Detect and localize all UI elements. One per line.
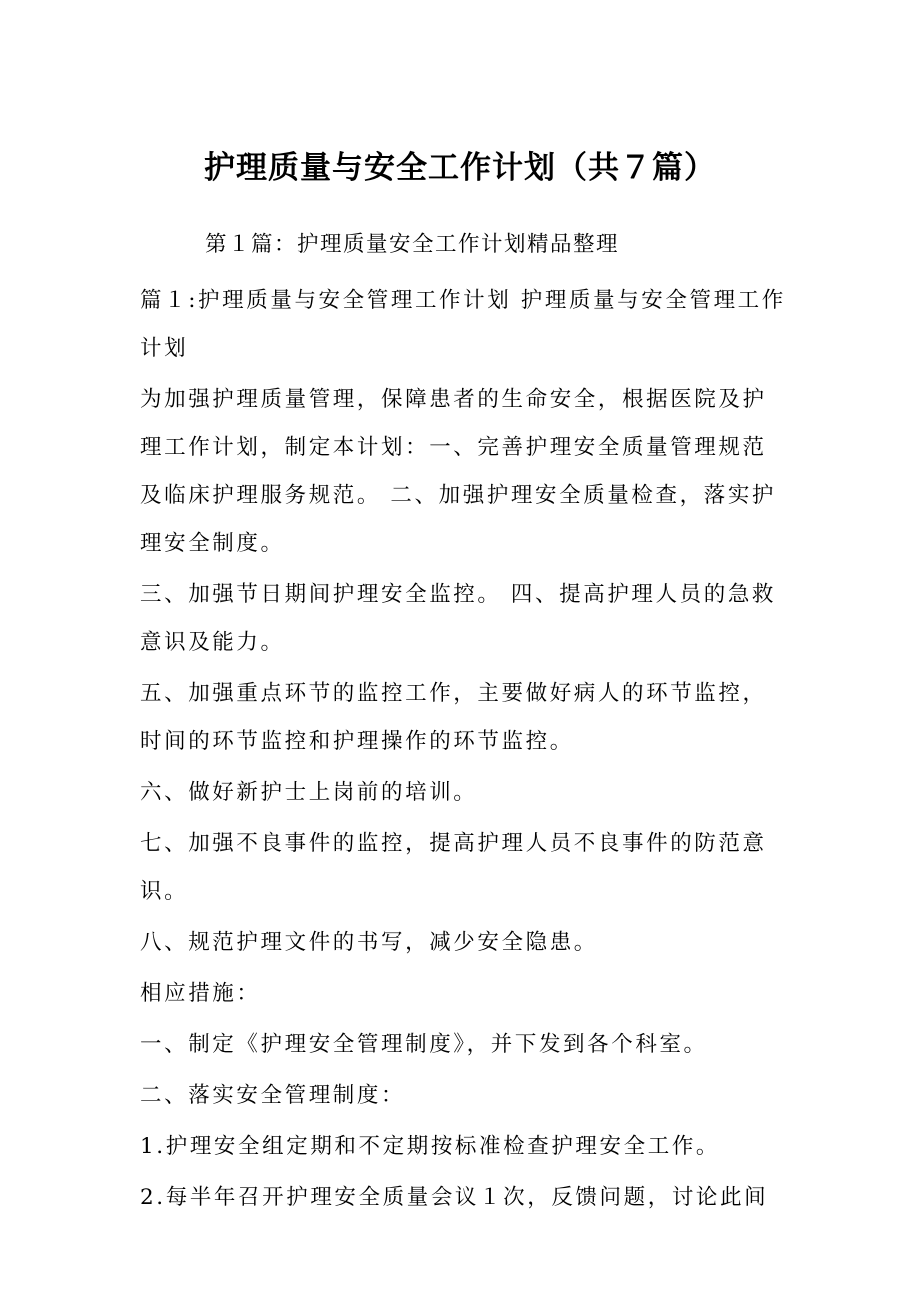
paragraph-7: 八、规范护理文件的书写，减少安全隐患。 xyxy=(140,930,598,955)
paragraph-5: 六、做好新护士上岗前的培训。 xyxy=(140,780,478,805)
document-title: 护理质量与安全工作计划（共７篇） xyxy=(204,150,716,186)
paragraph-8: 相应措施： xyxy=(140,981,261,1006)
paragraph-12: 2.每半年召开护理安全质量会议１次，反馈问题，讨论此间 xyxy=(140,1185,769,1210)
paragraph-2: 为加强护理质量管理，保障患者的生命安全，根据医院及护理工作计划，制定本计划：一、完善护理安全质量管理规范及临床护理服务规范。 二、加强护理安全质量检查，落实护理安全制度。 xyxy=(140,387,777,556)
paragraph-9: 一、制定《护理安全管理制度》，并下发到各个科室。 xyxy=(140,1032,708,1057)
paragraph-10: 二、落实安全管理制度： xyxy=(140,1083,406,1108)
document-body xyxy=(140,277,790,1225)
paragraph-11: 1.护理安全组定期和不定期按标准检查护理安全工作。 xyxy=(140,1134,721,1159)
paragraph-6: 七、加强不良事件的监控，提高护理人员不良事件的防范意识。 xyxy=(140,831,767,904)
paragraph-3: 三、加强节日期间护理安全监控。 四、提高护理人员的急救意识及能力。 xyxy=(140,582,777,655)
paragraph-4: 五、加强重点环节的监控工作，主要做好病人的环节监控，时间的环节监控和护理操作的环节监控。 xyxy=(140,681,767,754)
document-subtitle: 第１篇：护理质量安全工作计划精品整理 xyxy=(205,232,620,257)
paragraph-1: 篇１:护理质量与安全管理工作计划 护理质量与安全管理工作计划 xyxy=(140,288,786,361)
